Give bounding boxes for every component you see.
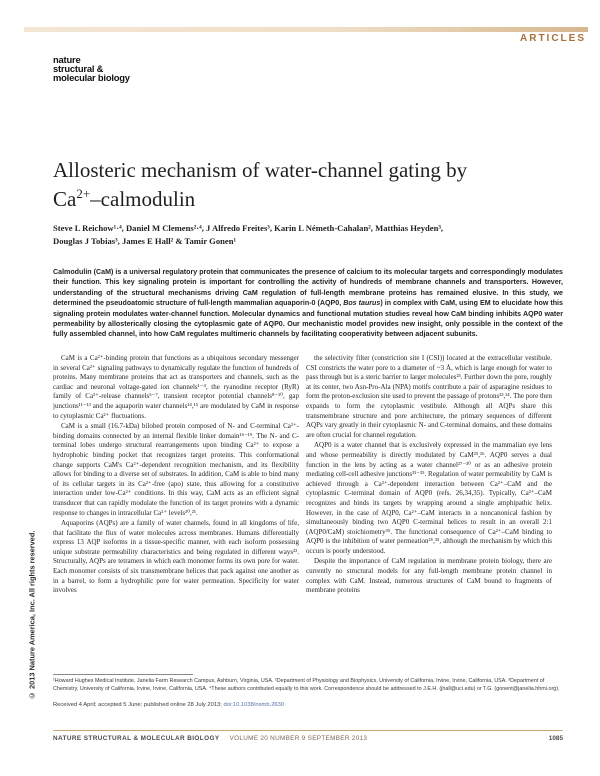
received-text: Received 4 April; accepted 5 June; published online 28 July 2013; xyxy=(53,702,222,708)
authors-line-2: Douglas J Tobias³, James E Hall² & Tamir Gonen¹ xyxy=(53,236,237,246)
section-label: ARTICLES xyxy=(520,33,586,44)
abstract-species: Bos taurus xyxy=(343,299,381,308)
affiliations: ¹Howard Hughes Medical Institute, Janelia Farm Research Campus, Ashburn, Virginia, USA. ²Department of Physiology and Biophysics, University of California, Irvine, Irvine, California, USA. ³Department of Chemistry, University of California, Irvine, Irvine, California, USA. ⁴These authors contributed equally to this work. Correspondence should be addressed to J.E.H. (jhall@uci.edu) or T.G. (gonent@janelia.hhmi.org). xyxy=(53,678,560,692)
footer-journal: NATURE STRUCTURAL & MOLECULAR BIOLOGY xyxy=(53,735,220,742)
abstract xyxy=(53,267,563,340)
title-calmodulin: –calmodulin xyxy=(90,187,196,211)
doi-link[interactable]: doi:10.1038/nsmb.2630 xyxy=(223,702,285,708)
logo-line: molecular biology xyxy=(53,72,130,83)
body-paragraph: AQP0 is a water channel that is exclusively expressed in the mammalian eye lens and whose permeability is directly modulated by CaM²⁵,²⁶. AQP0 serves a dual function in the lens by acting as a water channel²⁷⁻³⁰ or as an adhesive protein mediating cell-cell adhesive junctions³¹⁻³⁵. Regulation of water permeability by CaM is achieved through a Ca²⁺-dependent interaction between Ca²⁺–CaM and the cytoplasmic C-terminal domain of AQP0 (refs. 26,34,35). Typically, Ca²⁺–CaM recognizes and binds its targets by wrapping around a single amphipathic helix. However, in the case of AQP0, Ca²⁺–CaM interacts in a noncanonical fashion by simultaneously binding two AQP0 C-terminal helices to result in an overall 2:1 (AQP0/CaM) stoichiometry³⁵. The functional consequence of Ca²⁺–CaM binding to AQP0 is the inhibition of water permeation²⁶,³⁵, although the mechanism by which this occurs is poorly understood. xyxy=(306,441,552,555)
received-line xyxy=(53,702,563,708)
abstract-text-cont: ) in complex with CaM, using EM to elucidate how this signaling protein modulates water-channel function. Molecular dynamics and functional mutation studies reveal how CaM binding inhibits AQP0 water permeability by allosterically closing the cytoplasmic gate of AQP0. Our mechanistic model provides new insight, only possible in the context of the fully assembled channel, into how CaM regulates multimeric channels by facilitating cooperativity between adjacent subunits. xyxy=(53,299,563,339)
copyright-notice: © 2013 Nature America, Inc. All rights reserved. xyxy=(27,530,37,700)
body-paragraph: Aquaporins (AQPs) are a family of water channels, found in all kingdoms of life, that facilitate the flux of water molecules across membranes. Humans differentially express 13 AQP isoforms in a tissue-specific manner, with each isoform possessing unique substrate permeability characteristics and being regulated in different ways²². Structurally, AQPs are tetramers in which each monomer forms its own pore for water. Each monomer consists of six transmembrane helices that pack against one another as in a barrel, to form a hydrophilic pore for water permeation. Specificity for water involves xyxy=(53,519,299,595)
body-column-left xyxy=(53,354,299,754)
logo-line: nature xyxy=(53,54,81,65)
logo-line: structural & xyxy=(53,63,104,74)
footer-rule xyxy=(53,730,563,731)
body-paragraph: Despite the importance of CaM regulation in membrane protein biology, there are currently no structural models for any full-length membrane protein channel in complex with CaM. Instead, numerous structures of CaM bound to fragments of membrane proteins xyxy=(306,557,552,595)
header-rule xyxy=(24,27,588,32)
title-superscript: 2+ xyxy=(76,186,91,201)
page-footer xyxy=(53,735,563,742)
title-ca: Ca xyxy=(53,187,77,211)
footer-issue: VOLUME 20 NUMBER 9 SEPTEMBER 2013 xyxy=(229,735,368,742)
page-number: 1085 xyxy=(548,735,563,742)
title-line-1: Allosteric mechanism of water-channel gating by xyxy=(53,158,468,182)
body-paragraph: the selectivity filter (constriction site I (CSI)) located at the extracellular vestibule. CSI constricts the water pore to a diameter of ~3 Å, which is large enough for water to pass through but is a steric barrier to larger molecules²³. Further down the pore, roughly at its center, two Asn-Pro-Ala (NPA) motifs contribute a pair of asparagine residues to form the proton-exclusion site used to prevent the passage of protons²³,²⁴. The pore then expands to form the cytoplasmic vestibule. Although all AQPs share this transmembrane structure and pore architecture, the primary sequences of different AQPs vary greatly in their cytoplasmic N- and C-terminal domains, and these domains are often crucial for channel regulation. xyxy=(306,354,552,439)
abstract-text: Calmodulin (CaM) is a universal regulatory protein that communicates the presence of calcium to its molecular targets and correspondingly modulates their function. This key signaling protein is important for controlling the activity of hundreds of membrane channels and transporters. However, understanding of the structural mechanisms driving CaM regulation of full-length membrane proteins has remained elusive. In this study, we determined the pseudoatomic structure of full-length mammalian aquaporin-0 (AQP0, xyxy=(53,268,563,308)
author-list xyxy=(53,222,553,248)
authors-line-1: Steve L Reichow¹·⁴, Daniel M Clemens²·⁴, J Alfredo Freites³, Karin L Németh-Cahalan², Matthias Heyden³, xyxy=(53,223,444,233)
article-title xyxy=(53,158,523,211)
footnote-rule xyxy=(53,674,193,675)
body-paragraph: CaM is a small (16.7-kDa) bilobed protein composed of N- and C-terminal Ca²⁺-binding domains connected by an internal flexible linker domain¹⁶⁻¹⁹. The N- and C-terminal lobes undergo structural rearrangements upon binding Ca²⁺ to expose a hydrophobic binding pocket that recognizes target proteins. This conformational change supports CaM's Ca²⁺-dependent recognition mechanism, and its flexibility allows for binding to a diverse set of substrates. In addition, CaM is able to bind many of its cellular targets in its Ca²⁺-free (apo) state, thus allowing for a constitutive interaction under low-Ca²⁺ conditions. In this way, CaM acts as an efficient signal transducer that can rapidly modulate the function of its target proteins with a dynamic response to changes in intracellular Ca²⁺ levels²⁰,²¹. xyxy=(53,422,299,517)
body-paragraph: CaM is a Ca²⁺-binding protein that functions as a ubiquitous secondary messenger in several Ca²⁺ signaling pathways to dynamically regulate the function of hundreds of proteins. Many membrane proteins that act as transporters and channels, such as the cardiac and neuronal voltage-gated ion channels¹⁻⁴, the ryanodine receptor (RyR) family of Ca²⁺-release channels⁵⁻⁷, transient receptor potential channels⁸⁻¹⁰, gap junctions¹¹⁻¹³ and the aquaporin water channels¹⁴,¹⁵ are modulated by CaM in response to cytoplasmic Ca²⁺ fluctuations. xyxy=(53,354,299,420)
body-column-right xyxy=(306,354,552,636)
journal-logo xyxy=(53,55,130,82)
